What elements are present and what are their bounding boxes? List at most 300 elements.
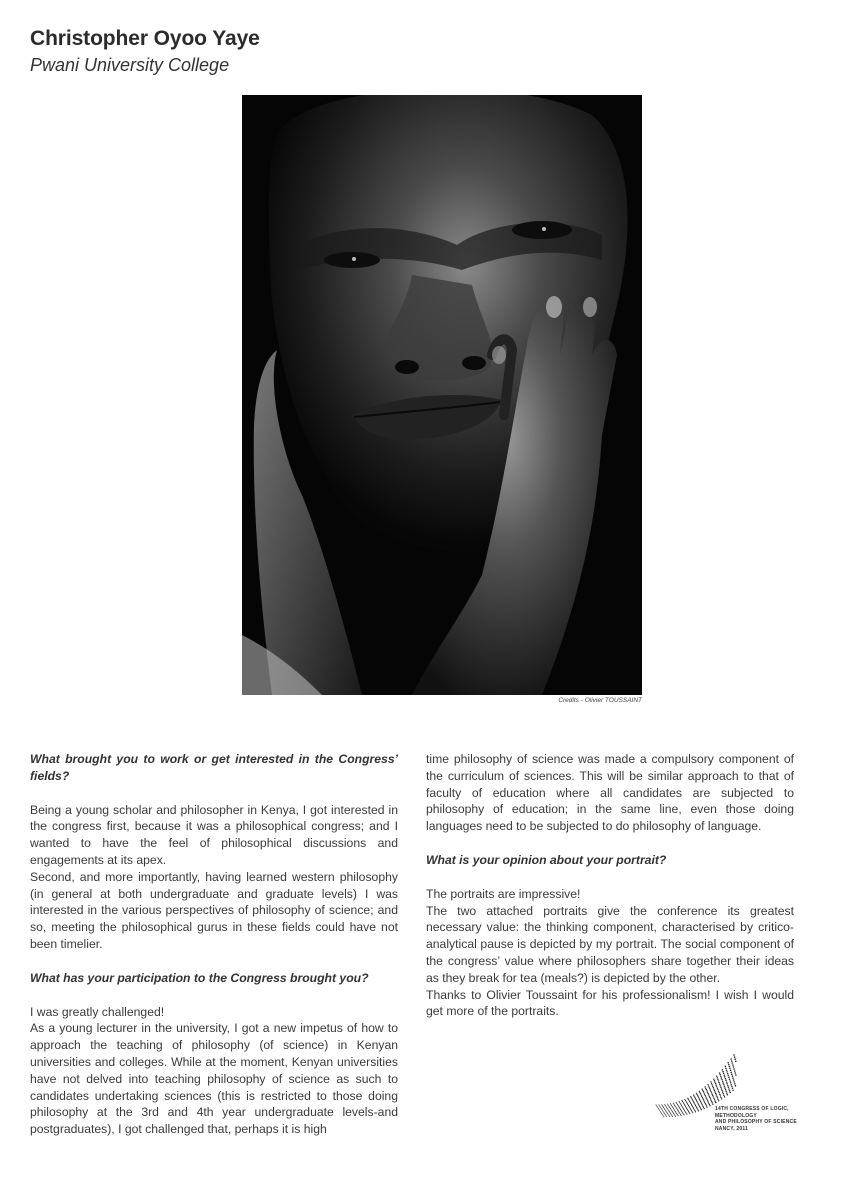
- logo-dot: [683, 1109, 684, 1110]
- logo-dot: [714, 1091, 715, 1092]
- logo-dot: [731, 1074, 733, 1076]
- logo-dot: [681, 1100, 682, 1101]
- logo-dot: [721, 1098, 722, 1099]
- logo-dot: [682, 1112, 683, 1113]
- logo-dot: [676, 1103, 677, 1104]
- logo-dot: [669, 1115, 670, 1116]
- logo-dot: [726, 1092, 727, 1093]
- logo-dot: [725, 1067, 727, 1069]
- logo-dot: [675, 1112, 676, 1113]
- logo-dot: [727, 1094, 728, 1095]
- logo-dot: [725, 1089, 726, 1090]
- logo-dot: [690, 1108, 691, 1109]
- logo-dot: [680, 1103, 681, 1104]
- logo-dot: [681, 1111, 682, 1112]
- logo-dot: [689, 1112, 690, 1113]
- logo-dot: [679, 1102, 680, 1103]
- logo-dot: [680, 1109, 681, 1110]
- logo-dot: [723, 1093, 724, 1094]
- logo-dot: [677, 1114, 678, 1115]
- logo-dot: [712, 1094, 713, 1095]
- logo-dot: [684, 1099, 685, 1100]
- logo-dot: [729, 1078, 731, 1080]
- logo-dot: [675, 1116, 676, 1117]
- logo-dot: [700, 1093, 701, 1094]
- logo-dot: [730, 1070, 732, 1072]
- logo-dot: [692, 1111, 693, 1112]
- logo-dot: [710, 1081, 711, 1082]
- logo-dot: [715, 1083, 716, 1084]
- logo-dot: [706, 1090, 707, 1091]
- logo-dot: [697, 1108, 698, 1109]
- logo-dot: [723, 1074, 725, 1076]
- logo-dot: [715, 1084, 716, 1085]
- logo-dot: [669, 1111, 670, 1112]
- logo-dot: [691, 1110, 692, 1111]
- logo-dot: [715, 1101, 716, 1102]
- logo-dot: [719, 1094, 720, 1095]
- logo-dot: [713, 1096, 714, 1097]
- logo-dot: [676, 1107, 677, 1108]
- logo-dot: [723, 1073, 725, 1075]
- logo-dot: [732, 1077, 734, 1079]
- logo-dot: [702, 1104, 703, 1105]
- logo-dot: [710, 1089, 711, 1090]
- logo-dot: [697, 1101, 698, 1102]
- logo-dot: [721, 1077, 722, 1078]
- logo-dot: [664, 1109, 665, 1110]
- logo-dot: [694, 1095, 695, 1096]
- logo-dot: [735, 1074, 737, 1076]
- logo-dot: [726, 1069, 728, 1071]
- logo-dot: [735, 1072, 737, 1074]
- logo-dot: [710, 1091, 711, 1092]
- logo-dot: [719, 1074, 720, 1075]
- logo-dot: [663, 1107, 664, 1108]
- logo-dot: [723, 1084, 724, 1085]
- logo-dot: [687, 1098, 688, 1099]
- logo-dot: [686, 1114, 687, 1115]
- logo-dot: [728, 1087, 730, 1089]
- logo-dot: [673, 1113, 674, 1114]
- logo-dot: [721, 1090, 722, 1091]
- right-column: [426, 751, 794, 1020]
- question-2: What has your participation to the Congress brought you?: [30, 970, 369, 985]
- logo-dot: [713, 1087, 714, 1088]
- logo-dot: [696, 1107, 697, 1108]
- logo-dot: [665, 1106, 666, 1107]
- logo-dot: [718, 1080, 719, 1081]
- answer-3-paragraph-2: The two attached portraits give the conference its greatest necessary value: the thinking component, characterised by critico-analytical pause is depicted by my portrait. The social component of the congress’ value where philosophers share together their ideas as they break for tea (meals?) is depicted by the other.: [426, 903, 794, 985]
- logo-dot: [710, 1098, 711, 1099]
- logo-dot: [730, 1058, 732, 1060]
- logo-dot: [709, 1105, 710, 1106]
- logo-dot: [705, 1096, 706, 1097]
- logo-dot: [684, 1105, 685, 1106]
- logo-dot: [694, 1103, 695, 1104]
- logo-dot: [683, 1113, 684, 1114]
- logo-dot: [726, 1083, 728, 1085]
- logo-dot: [668, 1114, 669, 1115]
- logo-dot: [730, 1072, 732, 1074]
- logo-dot: [716, 1075, 717, 1076]
- logo-dot: [682, 1106, 683, 1107]
- answer-3-paragraph-1: The portraits are impressive!: [426, 886, 581, 901]
- logo-dot: [720, 1095, 721, 1096]
- logo-dot: [702, 1090, 703, 1091]
- logo-dot: [698, 1096, 699, 1097]
- logo-dot: [709, 1087, 710, 1088]
- logo-dot: [659, 1109, 660, 1110]
- logo-dot: [727, 1062, 729, 1064]
- answer-2-paragraph-2: As a young lecturer in the university, I got a new impetus of how to approach the teaching of philosophy (of science) in Kenyan universities and colleges. While at the moment, Kenyan universities have not delved into teaching philosophy of science as such to candidates undertaking sciences (this is restricted to those doing philosophy at the 3rd and 4th year undergraduate levels-and postgraduates), I got challenged that, perhaps it is high: [30, 1021, 398, 1137]
- logo-dot: [706, 1099, 707, 1100]
- logo-dot: [688, 1105, 689, 1106]
- logo-dot: [665, 1110, 666, 1111]
- logo-dot: [705, 1088, 706, 1089]
- logo-dot: [696, 1094, 697, 1095]
- logo-dot: [728, 1088, 730, 1090]
- logo-dot: [702, 1097, 703, 1098]
- logo-dot: [727, 1073, 729, 1075]
- logo-dot: [711, 1084, 712, 1085]
- logo-dot: [676, 1102, 677, 1103]
- logo-dot: [675, 1105, 676, 1106]
- logo-dot: [662, 1110, 663, 1111]
- logo-dot: [703, 1107, 704, 1108]
- congress-logo-text: [715, 1106, 797, 1132]
- logo-dot: [679, 1112, 680, 1113]
- logo-dot: [672, 1107, 673, 1108]
- logo-dot: [728, 1077, 730, 1079]
- logo-dot: [668, 1110, 669, 1111]
- logo-dot: [687, 1103, 688, 1104]
- logo-dot: [694, 1097, 695, 1098]
- logo-dot: [719, 1083, 720, 1084]
- logo-dot: [665, 1105, 666, 1106]
- logo-dot: [694, 1104, 695, 1105]
- logo-dot: [660, 1111, 661, 1112]
- logo-dot: [729, 1068, 731, 1070]
- logo-line-2: METHODOLOGY: [715, 1112, 757, 1119]
- logo-dot: [662, 1114, 663, 1115]
- logo-dot: [714, 1080, 715, 1081]
- logo-dot: [667, 1113, 668, 1114]
- logo-dot: [671, 1114, 672, 1115]
- logo-dot: [692, 1100, 693, 1101]
- question-1: What brought you to work or get interested in the Congress’ fields?: [30, 752, 398, 783]
- logo-dot: [713, 1098, 714, 1099]
- logo-dot: [726, 1071, 728, 1073]
- logo-dot: [663, 1115, 664, 1116]
- logo-dot: [662, 1114, 663, 1115]
- logo-dot: [663, 1116, 664, 1117]
- logo-dot: [687, 1110, 688, 1111]
- logo-dot: [734, 1070, 736, 1072]
- logo-dot: [695, 1099, 696, 1100]
- logo-dot: [694, 1110, 695, 1111]
- logo-dot: [680, 1114, 681, 1115]
- logo-dot: [720, 1097, 721, 1098]
- logo-dot: [706, 1089, 707, 1090]
- logo-dot: [674, 1115, 675, 1116]
- logo-dot: [701, 1103, 702, 1104]
- photo-credits: Credits - Olivier TOUSSAINT: [558, 697, 642, 704]
- logo-dot: [659, 1110, 660, 1111]
- logo-dot: [689, 1107, 690, 1108]
- logo-dot: [689, 1106, 690, 1107]
- logo-dot: [698, 1103, 699, 1104]
- logo-dot: [712, 1095, 713, 1096]
- logo-dot: [703, 1099, 704, 1100]
- logo-dot: [674, 1105, 675, 1106]
- logo-dot: [701, 1109, 702, 1110]
- logo-dot: [732, 1064, 734, 1066]
- logo-dot: [708, 1085, 709, 1086]
- logo-dot: [673, 1108, 674, 1109]
- logo-dot: [722, 1091, 723, 1092]
- logo-dot: [672, 1116, 673, 1117]
- logo-dot: [676, 1113, 677, 1114]
- logo-dot: [661, 1113, 662, 1114]
- logo-dot: [720, 1085, 721, 1086]
- logo-dot: [685, 1112, 686, 1113]
- logo-dot: [712, 1104, 713, 1105]
- logo-dot: [730, 1082, 732, 1084]
- logo-dot: [697, 1109, 698, 1110]
- logo-dot: [692, 1106, 693, 1107]
- logo-dot: [708, 1094, 709, 1095]
- logo-dot: [668, 1111, 669, 1112]
- logo-dot: [706, 1105, 707, 1106]
- logo-dot: [658, 1108, 659, 1109]
- logo-dot: [686, 1102, 687, 1103]
- logo-dot: [675, 1111, 676, 1112]
- logo-dot: [692, 1099, 693, 1100]
- logo-dot: [700, 1094, 701, 1095]
- logo-dot: [672, 1111, 673, 1112]
- logo-dot: [670, 1112, 671, 1113]
- logo-dot: [727, 1085, 729, 1087]
- logo-dot: [701, 1102, 702, 1103]
- logo-dot: [703, 1091, 704, 1092]
- logo-dot: [668, 1106, 669, 1107]
- logo-dot: [732, 1075, 734, 1077]
- logo-dot: [729, 1092, 731, 1094]
- logo-dot: [731, 1084, 733, 1086]
- logo-dot: [713, 1089, 714, 1090]
- logo-dot: [672, 1106, 673, 1107]
- logo-dot: [671, 1105, 672, 1106]
- logo-dot: [656, 1105, 657, 1106]
- logo-dot: [714, 1081, 715, 1082]
- logo-dot: [656, 1105, 657, 1106]
- logo-dot: [723, 1095, 724, 1096]
- logo-dot: [733, 1054, 735, 1056]
- logo-dot: [692, 1112, 693, 1113]
- logo-dot: [703, 1100, 704, 1101]
- logo-dot: [693, 1107, 694, 1108]
- logo-dot: [673, 1103, 674, 1104]
- logo-dot: [711, 1092, 712, 1093]
- logo-dot: [700, 1107, 701, 1108]
- logo-dot: [690, 1102, 691, 1103]
- logo-dot: [670, 1113, 671, 1114]
- logo-dot: [673, 1109, 674, 1110]
- logo-dot: [725, 1091, 726, 1092]
- logo-line-4: NANCY, 2011: [715, 1125, 749, 1132]
- logo-dot: [702, 1106, 703, 1107]
- logo-dot: [688, 1099, 689, 1100]
- logo-dot: [657, 1106, 658, 1107]
- logo-dot: [718, 1082, 719, 1083]
- logo-dot: [722, 1071, 724, 1073]
- logo-dot: [663, 1112, 664, 1113]
- logo-dot: [697, 1095, 698, 1096]
- logo-dot: [709, 1088, 710, 1089]
- logo-dot: [681, 1105, 682, 1106]
- logo-dot: [703, 1092, 704, 1093]
- logo-dot: [716, 1086, 717, 1087]
- logo-dot: [704, 1086, 705, 1087]
- logo-dot: [732, 1089, 734, 1091]
- logo-dot: [665, 1114, 666, 1115]
- logo-dot: [682, 1101, 683, 1102]
- logo-dot: [664, 1104, 665, 1105]
- logo-dot: [667, 1108, 668, 1109]
- logo-dot: [666, 1112, 667, 1113]
- logo-dot: [702, 1098, 703, 1099]
- logo-dot: [660, 1106, 661, 1107]
- logo-dot: [666, 1116, 667, 1117]
- logo-dot: [691, 1098, 692, 1099]
- logo-dot: [705, 1104, 706, 1105]
- logo-dot: [664, 1108, 665, 1109]
- logo-dot: [732, 1062, 734, 1064]
- logo-dot: [725, 1080, 727, 1082]
- logo-dot: [699, 1091, 700, 1092]
- logo-dot: [693, 1101, 694, 1102]
- logo-dot: [733, 1066, 735, 1068]
- logo-dot: [679, 1107, 680, 1108]
- logo-dot: [679, 1108, 680, 1109]
- logo-dot: [666, 1111, 667, 1112]
- logo-dot: [660, 1112, 661, 1113]
- logo-dot: [734, 1058, 736, 1060]
- logo-dot: [707, 1093, 708, 1094]
- logo-dot: [717, 1099, 718, 1100]
- logo-dot: [720, 1076, 721, 1077]
- logo-dot: [676, 1108, 677, 1109]
- logo-dot: [705, 1095, 706, 1096]
- logo-dot: [670, 1104, 671, 1105]
- logo-dot: [689, 1113, 690, 1114]
- logo-dot: [667, 1113, 668, 1114]
- logo-dot: [684, 1104, 685, 1105]
- logo-dot: [691, 1097, 692, 1098]
- logo-dot: [718, 1091, 719, 1092]
- logo-dot: [686, 1107, 687, 1108]
- logo-dot: [675, 1106, 676, 1107]
- logo-dot: [701, 1096, 702, 1097]
- logo-dot: [661, 1104, 662, 1105]
- logo-dot: [729, 1090, 731, 1092]
- logo-dot: [671, 1109, 672, 1110]
- logo-dot: [686, 1101, 687, 1102]
- logo-dot: [710, 1100, 711, 1101]
- logo-dot: [711, 1101, 712, 1102]
- answer-1-paragraph-1: Being a young scholar and philosopher in Kenya, I got interested in the congress first, because it was a philosophical congress; and I wanted to have the feel of philosophical discussions and engagements at its apex.: [30, 802, 398, 867]
- logo-dot: [679, 1113, 680, 1114]
- logo-dot: [721, 1079, 722, 1080]
- logo-dot: [687, 1109, 688, 1110]
- logo-dot: [722, 1069, 724, 1071]
- logo-dot: [724, 1086, 725, 1087]
- question-3: What is your opinion about your portrait?: [426, 852, 667, 867]
- answer-2-paragraph-1: I was greatly challenged!: [30, 1004, 165, 1019]
- logo-dot: [662, 1105, 663, 1106]
- logo-dot: [725, 1078, 727, 1080]
- logo-dot: [674, 1114, 675, 1115]
- logo-dot: [733, 1079, 735, 1081]
- logo-dot: [689, 1101, 690, 1102]
- logo-dot: [658, 1105, 659, 1106]
- logo-dot: [699, 1098, 700, 1099]
- logo-dot: [690, 1096, 691, 1097]
- logo-dot: [677, 1105, 678, 1106]
- logo-dot: [728, 1075, 730, 1077]
- logo-dot: [668, 1105, 669, 1106]
- logo-dot: [704, 1094, 705, 1095]
- logo-dot: [698, 1110, 699, 1111]
- logo-dot: [673, 1112, 674, 1113]
- logo-dot: [683, 1108, 684, 1109]
- logo-dot: [712, 1102, 713, 1103]
- logo-dot: [719, 1072, 720, 1073]
- logo-dot: [695, 1111, 696, 1112]
- logo-dot: [666, 1115, 667, 1116]
- logo-dot: [712, 1086, 713, 1087]
- left-column: [30, 751, 398, 1138]
- logo-dot: [708, 1101, 709, 1102]
- logo-dot: [695, 1105, 696, 1106]
- logo-dot: [691, 1105, 692, 1106]
- person-name: Christopher Oyoo Yaye: [30, 27, 260, 50]
- logo-dot: [676, 1113, 677, 1114]
- logo-dot: [663, 1111, 664, 1112]
- logo-dot: [726, 1081, 728, 1083]
- logo-dot: [731, 1086, 733, 1088]
- logo-dot: [714, 1099, 715, 1100]
- logo-dot: [733, 1081, 735, 1083]
- logo-dot: [728, 1064, 730, 1066]
- logo-dot: [718, 1092, 719, 1093]
- logo-dot: [666, 1107, 667, 1108]
- logo-dot: [688, 1100, 689, 1101]
- logo-dot: [677, 1109, 678, 1110]
- logo-dot: [669, 1116, 670, 1117]
- logo-line-1: 14TH CONGRESS OF LOGIC,: [715, 1106, 789, 1112]
- logo-dot: [699, 1092, 700, 1093]
- logo-dot: [722, 1082, 723, 1083]
- logo-dot: [724, 1076, 726, 1078]
- logo-dot: [696, 1100, 697, 1101]
- logo-dot: [678, 1110, 679, 1111]
- logo-dot: [693, 1108, 694, 1109]
- logo-dot: [725, 1066, 727, 1068]
- logo-dot: [667, 1109, 668, 1110]
- logo-dot: [698, 1105, 699, 1106]
